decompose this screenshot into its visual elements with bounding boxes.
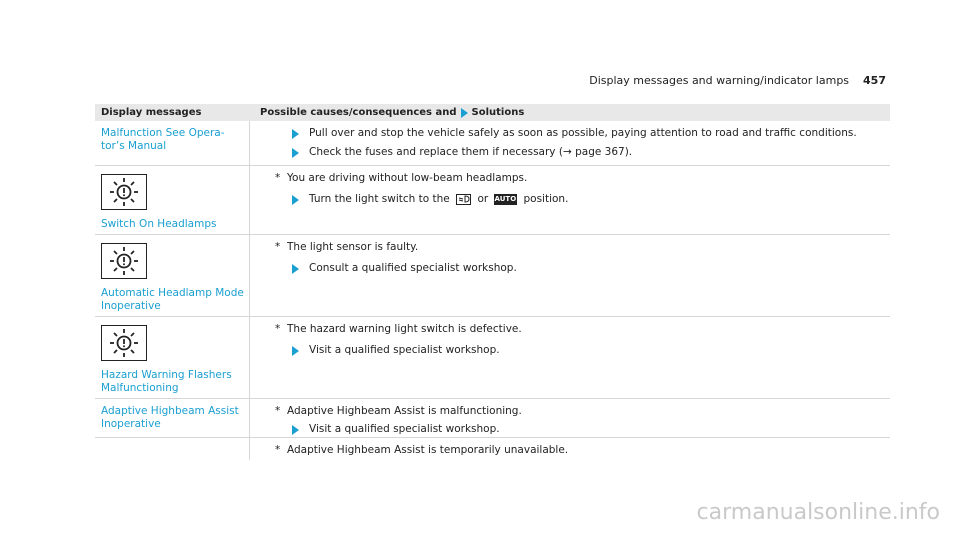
auto-light-icon: AUTO <box>494 194 517 203</box>
solution-arrow-icon <box>292 264 299 274</box>
light-malfunction-icon <box>101 243 147 279</box>
page-header <box>589 74 886 87</box>
page-number: 457 <box>863 74 886 87</box>
solution-item: Turn the light switch to the or AUTO position. <box>292 193 890 206</box>
solution-arrow-icon <box>292 148 299 158</box>
watermark: carmanualsonline.info <box>696 500 940 525</box>
solution-item: Consult a qualified specialist workshop. <box>292 262 890 275</box>
solution-item: Visit a qualified specialist workshop. <box>292 423 890 436</box>
col-header-causes-label: Possible causes/consequences and <box>260 107 457 118</box>
solution-arrow-icon <box>461 108 468 118</box>
solution-cell <box>250 317 890 398</box>
solution-arrow-icon <box>292 195 299 205</box>
solution-arrow-icon <box>292 425 299 435</box>
message-text: Hazard Warning Flashers Malfunctioning <box>101 369 232 394</box>
table-row <box>95 317 890 399</box>
light-malfunction-icon <box>101 325 147 361</box>
cause-item: * The light sensor is faulty. <box>275 241 419 253</box>
table-row <box>95 235 890 317</box>
message-cell <box>95 317 250 398</box>
message-cell <box>95 166 250 234</box>
solution-cell <box>250 438 890 460</box>
message-text: Adaptive Highbeam Assist Inoperative <box>101 405 239 430</box>
col-header-causes <box>250 107 890 118</box>
page-header-title: Display messages and warning/indicator lamps <box>589 74 850 87</box>
table-row <box>95 121 890 166</box>
cause-item: * The hazard warning light switch is defective. <box>275 323 522 335</box>
solution-cell <box>250 399 890 437</box>
light-malfunction-icon <box>101 174 147 210</box>
message-cell <box>95 121 250 165</box>
col-header-display-messages: Display messages <box>101 107 202 118</box>
cause-item: * Adaptive Highbeam Assist is malfunctioning. <box>275 405 522 417</box>
low-beam-icon <box>456 194 471 205</box>
table-header <box>95 104 890 121</box>
solution-cell <box>250 121 890 165</box>
solution-item: Pull over and stop the vehicle safely as soon as possible, paying attention to road and traffic conditions. <box>292 127 890 140</box>
display-messages-table <box>95 104 890 460</box>
message-text: Automatic Headlamp Mode Inoperative <box>101 287 244 312</box>
message-cell <box>95 399 250 437</box>
solution-cell <box>250 235 890 316</box>
solution-cell <box>250 166 890 234</box>
cause-item: * Adaptive Highbeam Assist is temporarily unavailable. <box>275 444 569 456</box>
solution-arrow-icon <box>292 129 299 139</box>
table-row <box>95 399 890 438</box>
message-text: Switch On Headlamps <box>101 218 217 230</box>
table-row <box>95 438 890 460</box>
message-text: Malfunction See Opera- tor’s Manual <box>101 127 225 152</box>
solution-item: Check the fuses and replace them if necessary (→ page 367). <box>292 146 890 159</box>
col-header-solutions-label: Solutions <box>471 107 525 118</box>
solution-arrow-icon <box>292 346 299 356</box>
message-cell <box>95 235 250 316</box>
solution-item: Visit a qualified specialist workshop. <box>292 344 890 357</box>
message-cell <box>95 438 250 460</box>
cause-item: * You are driving without low-beam headlamps. <box>275 172 528 184</box>
table-row <box>95 166 890 235</box>
